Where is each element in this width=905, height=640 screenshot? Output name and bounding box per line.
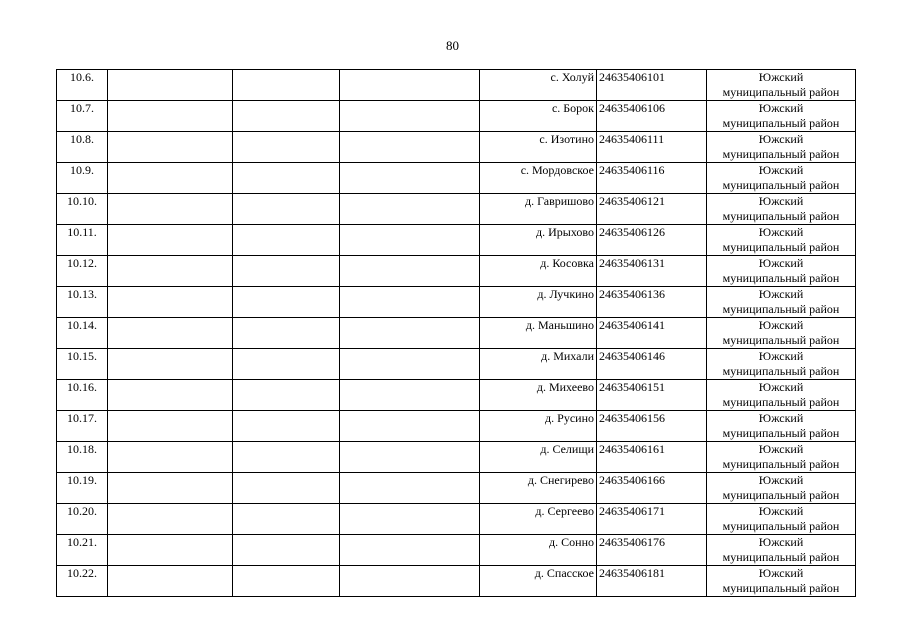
empty-cell-1	[108, 132, 233, 163]
district-cell	[707, 287, 856, 318]
empty-cell-1	[108, 566, 233, 597]
row-number-cell: 10.12.	[57, 256, 108, 287]
empty-cell-3	[340, 411, 480, 442]
table-row	[57, 380, 856, 411]
empty-cell-1	[108, 256, 233, 287]
oktmo-code-cell: 24635406111	[597, 132, 707, 163]
district-cell	[707, 256, 856, 287]
district-type: муниципальный район	[722, 147, 840, 161]
district-type: муниципальный район	[722, 519, 840, 533]
district-cell	[707, 318, 856, 349]
district-cell	[707, 132, 856, 163]
empty-cell-2	[233, 349, 340, 380]
district-cell	[707, 442, 856, 473]
empty-cell-2	[233, 535, 340, 566]
row-number-cell: 10.15.	[57, 349, 108, 380]
empty-cell-3	[340, 101, 480, 132]
row-number-cell: 10.18.	[57, 442, 108, 473]
row-number-cell: 10.8.	[57, 132, 108, 163]
settlement-name-cell: с. Холуй	[480, 70, 597, 101]
district-type: муниципальный район	[722, 426, 840, 440]
district-name: Южский	[758, 318, 804, 332]
empty-cell-1	[108, 442, 233, 473]
empty-cell-1	[108, 318, 233, 349]
table-row	[57, 504, 856, 535]
empty-cell-1	[108, 473, 233, 504]
empty-cell-3	[340, 380, 480, 411]
page-number: 80	[446, 38, 459, 53]
settlement-name-cell: д. Михеево	[480, 380, 597, 411]
oktmo-code-cell: 24635406126	[597, 225, 707, 256]
table-row	[57, 225, 856, 256]
table-row	[57, 442, 856, 473]
district-name: Южский	[758, 411, 804, 425]
empty-cell-3	[340, 318, 480, 349]
empty-cell-2	[233, 194, 340, 225]
district-name: Южский	[758, 194, 804, 208]
table-row	[57, 163, 856, 194]
district-name: Южский	[758, 535, 804, 549]
district-type: муниципальный район	[722, 302, 840, 316]
district-cell	[707, 473, 856, 504]
oktmo-code-cell: 24635406101	[597, 70, 707, 101]
district-type: муниципальный район	[722, 457, 840, 471]
settlement-name-cell: с. Борок	[480, 101, 597, 132]
settlement-name-cell: д. Гавришово	[480, 194, 597, 225]
district-type: муниципальный район	[722, 209, 840, 223]
district-cell	[707, 101, 856, 132]
row-number-cell: 10.19.	[57, 473, 108, 504]
empty-cell-1	[108, 380, 233, 411]
empty-cell-3	[340, 473, 480, 504]
district-name: Южский	[758, 132, 804, 146]
row-number-cell: 10.22.	[57, 566, 108, 597]
empty-cell-1	[108, 287, 233, 318]
row-number-cell: 10.14.	[57, 318, 108, 349]
district-name: Южский	[758, 256, 804, 270]
table-row	[57, 535, 856, 566]
district-type: муниципальный район	[722, 178, 840, 192]
table-row	[57, 473, 856, 504]
district-cell	[707, 163, 856, 194]
empty-cell-1	[108, 194, 233, 225]
oktmo-code-cell: 24635406151	[597, 380, 707, 411]
district-name: Южский	[758, 566, 804, 580]
district-cell	[707, 504, 856, 535]
district-type: муниципальный район	[722, 550, 840, 564]
oktmo-code-cell: 24635406136	[597, 287, 707, 318]
oktmo-code-cell: 24635406181	[597, 566, 707, 597]
row-number-cell: 10.20.	[57, 504, 108, 535]
table-row	[57, 132, 856, 163]
district-type: муниципальный район	[722, 364, 840, 378]
empty-cell-1	[108, 70, 233, 101]
empty-cell-2	[233, 318, 340, 349]
district-type: муниципальный район	[722, 271, 840, 285]
district-type: муниципальный район	[722, 395, 840, 409]
empty-cell-2	[233, 256, 340, 287]
empty-cell-3	[340, 349, 480, 380]
district-type: муниципальный район	[722, 240, 840, 254]
empty-cell-1	[108, 349, 233, 380]
row-number-cell: 10.10.	[57, 194, 108, 225]
empty-cell-3	[340, 535, 480, 566]
row-number-cell: 10.21.	[57, 535, 108, 566]
district-cell	[707, 225, 856, 256]
district-type: муниципальный район	[722, 333, 840, 347]
oktmo-code-cell: 24635406166	[597, 473, 707, 504]
district-name: Южский	[758, 504, 804, 518]
empty-cell-1	[108, 535, 233, 566]
table-row	[57, 70, 856, 101]
empty-cell-2	[233, 566, 340, 597]
empty-cell-2	[233, 225, 340, 256]
settlement-name-cell: д. Селищи	[480, 442, 597, 473]
district-name: Южский	[758, 442, 804, 456]
district-name: Южский	[758, 349, 804, 363]
empty-cell-3	[340, 225, 480, 256]
district-cell	[707, 70, 856, 101]
oktmo-code-cell: 24635406176	[597, 535, 707, 566]
empty-cell-2	[233, 380, 340, 411]
district-cell	[707, 380, 856, 411]
empty-cell-1	[108, 163, 233, 194]
district-type: муниципальный район	[722, 581, 840, 595]
empty-cell-3	[340, 256, 480, 287]
empty-cell-2	[233, 70, 340, 101]
oktmo-code-cell: 24635406121	[597, 194, 707, 225]
table-row	[57, 194, 856, 225]
settlement-name-cell: д. Снегирево	[480, 473, 597, 504]
settlement-name-cell: д. Ирыхово	[480, 225, 597, 256]
settlements-table	[56, 69, 856, 597]
district-type: муниципальный район	[722, 488, 840, 502]
table-row	[57, 411, 856, 442]
settlement-name-cell: д. Маньшино	[480, 318, 597, 349]
settlement-name-cell: д. Косовка	[480, 256, 597, 287]
empty-cell-3	[340, 70, 480, 101]
settlement-name-cell: с. Мордовское	[480, 163, 597, 194]
empty-cell-1	[108, 504, 233, 535]
empty-cell-1	[108, 101, 233, 132]
table-row	[57, 101, 856, 132]
district-name: Южский	[758, 101, 804, 115]
district-name: Южский	[758, 163, 804, 177]
district-name: Южский	[758, 225, 804, 239]
settlement-name-cell: д. Спасское	[480, 566, 597, 597]
row-number-cell: 10.9.	[57, 163, 108, 194]
empty-cell-2	[233, 163, 340, 194]
oktmo-code-cell: 24635406116	[597, 163, 707, 194]
district-type: муниципальный район	[722, 116, 840, 130]
district-name: Южский	[758, 287, 804, 301]
empty-cell-2	[233, 101, 340, 132]
table-row	[57, 287, 856, 318]
empty-cell-3	[340, 163, 480, 194]
district-cell	[707, 411, 856, 442]
district-cell	[707, 349, 856, 380]
empty-cell-3	[340, 132, 480, 163]
empty-cell-3	[340, 194, 480, 225]
oktmo-code-cell: 24635406171	[597, 504, 707, 535]
table-row	[57, 349, 856, 380]
row-number-cell: 10.6.	[57, 70, 108, 101]
district-name: Южский	[758, 380, 804, 394]
district-cell	[707, 535, 856, 566]
settlement-name-cell: д. Сергеево	[480, 504, 597, 535]
empty-cell-3	[340, 442, 480, 473]
empty-cell-3	[340, 566, 480, 597]
table-row	[57, 256, 856, 287]
row-number-cell: 10.11.	[57, 225, 108, 256]
empty-cell-2	[233, 442, 340, 473]
settlement-name-cell: д. Сонно	[480, 535, 597, 566]
empty-cell-2	[233, 287, 340, 318]
empty-cell-2	[233, 411, 340, 442]
oktmo-code-cell: 24635406106	[597, 101, 707, 132]
oktmo-code-cell: 24635406131	[597, 256, 707, 287]
table-row	[57, 318, 856, 349]
empty-cell-2	[233, 132, 340, 163]
empty-cell-2	[233, 504, 340, 535]
settlement-name-cell: д. Лучкино	[480, 287, 597, 318]
oktmo-code-cell: 24635406141	[597, 318, 707, 349]
settlement-name-cell: д. Михали	[480, 349, 597, 380]
empty-cell-1	[108, 411, 233, 442]
oktmo-code-cell: 24635406146	[597, 349, 707, 380]
table-row	[57, 566, 856, 597]
row-number-cell: 10.13.	[57, 287, 108, 318]
district-cell	[707, 194, 856, 225]
empty-cell-3	[340, 287, 480, 318]
settlement-name-cell: д. Русино	[480, 411, 597, 442]
empty-cell-1	[108, 225, 233, 256]
table-body	[57, 70, 856, 597]
empty-cell-2	[233, 473, 340, 504]
district-cell	[707, 566, 856, 597]
district-name: Южский	[758, 473, 804, 487]
row-number-cell: 10.16.	[57, 380, 108, 411]
oktmo-code-cell: 24635406156	[597, 411, 707, 442]
settlement-name-cell: с. Изотино	[480, 132, 597, 163]
row-number-cell: 10.7.	[57, 101, 108, 132]
row-number-cell: 10.17.	[57, 411, 108, 442]
district-name: Южский	[758, 70, 804, 84]
empty-cell-3	[340, 504, 480, 535]
oktmo-code-cell: 24635406161	[597, 442, 707, 473]
district-type: муниципальный район	[722, 85, 840, 99]
